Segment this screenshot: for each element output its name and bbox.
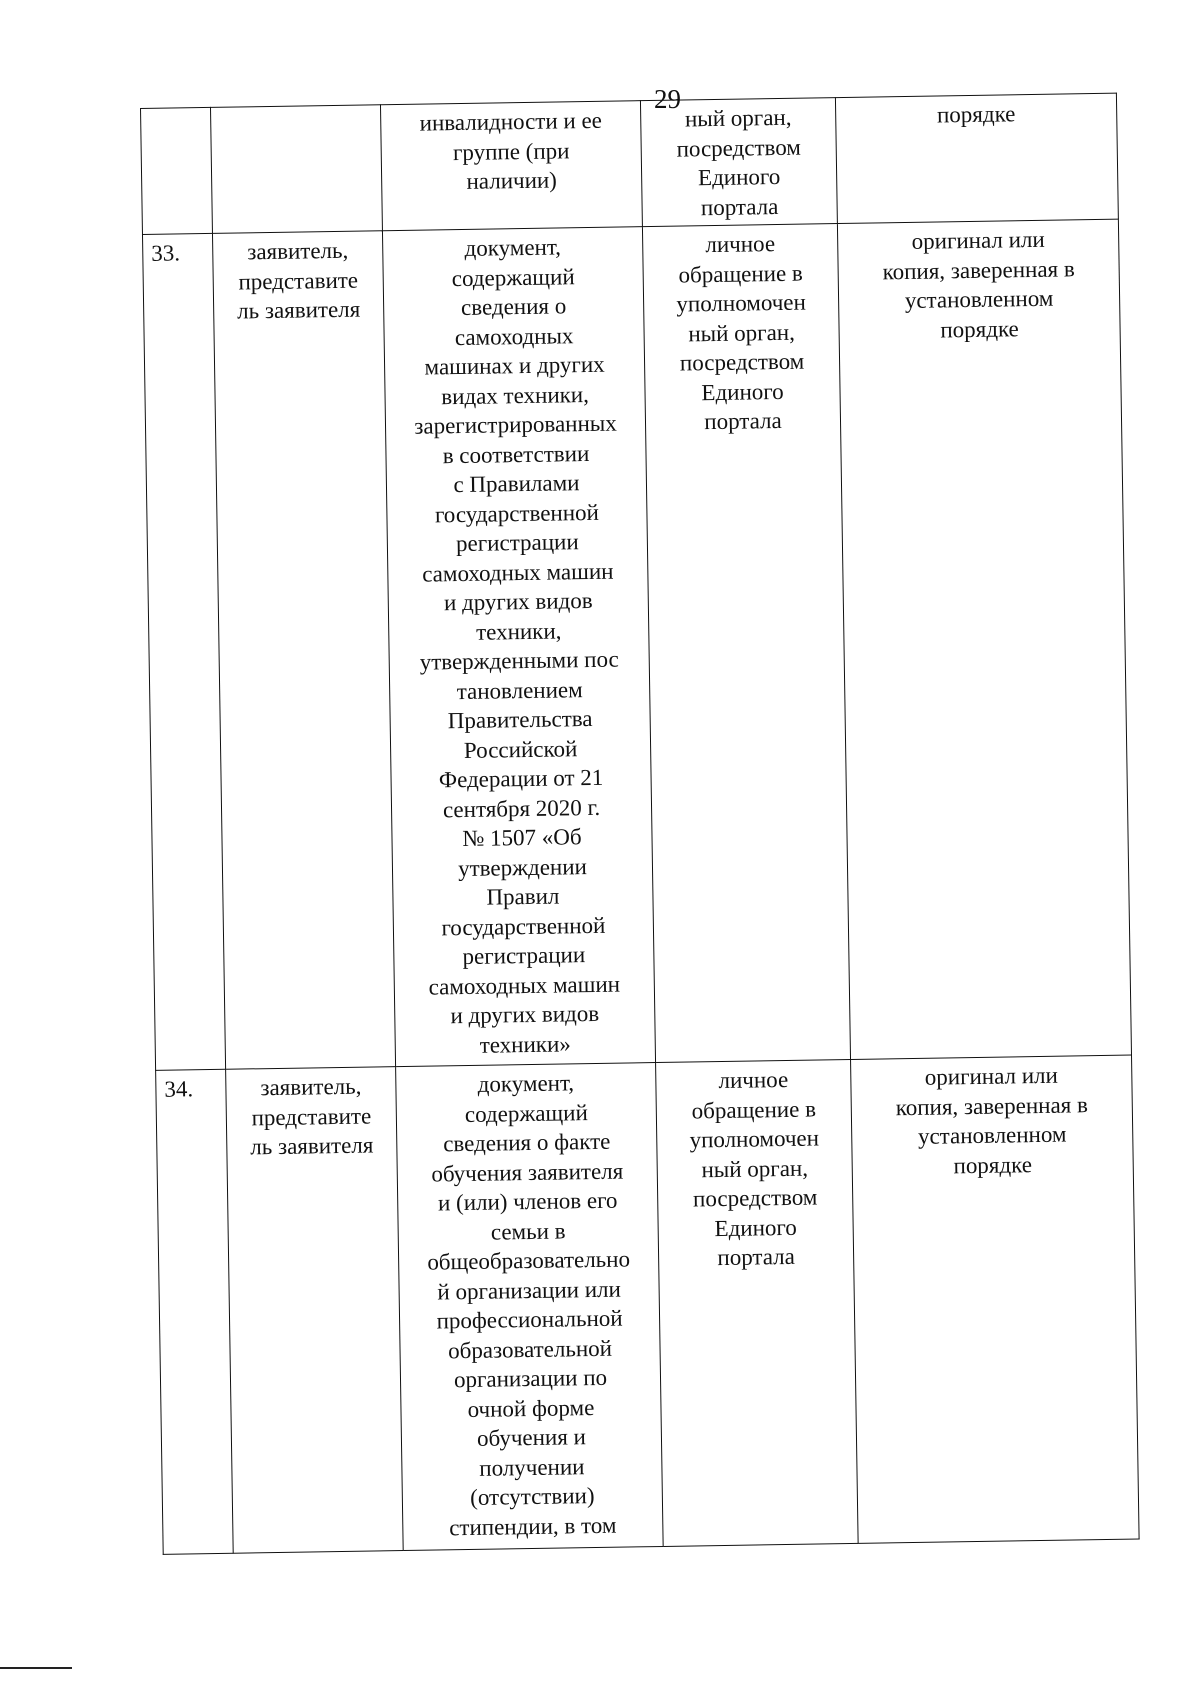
document-cell: инвалидности и ее группе (при наличии) bbox=[380, 101, 642, 231]
table-row bbox=[156, 1055, 1139, 1554]
submission-method-cell: ный орган, посредством Единого портала bbox=[640, 98, 837, 227]
submission-method-cell: личное обращение в уполномочен ный орган, посредством Единого портала bbox=[656, 1059, 859, 1546]
applicant-cell: заявитель, представите ль заявителя bbox=[226, 1067, 404, 1554]
document-form-cell: оригинал или копия, заверенная в установленном порядке bbox=[851, 1055, 1140, 1543]
scan-edge-line bbox=[0, 1667, 72, 1669]
row-number: 34. bbox=[156, 1069, 234, 1554]
page-number: 29 bbox=[654, 84, 681, 114]
submission-method-cell: личное обращение в уполномочен ный орган, посредством Единого портала bbox=[642, 224, 850, 1063]
row-number bbox=[141, 107, 213, 234]
document-cell: документ, содержащий сведения о факте обучения заявителя и (или) членов его семьи в общеобразовательно й организации или профессиональной образовательной организации по очной форме обучения и получении (отсутствии) стипендии, в том bbox=[396, 1063, 664, 1551]
document-table bbox=[140, 93, 1143, 1555]
row-number: 33. bbox=[142, 233, 225, 1070]
applicant-cell bbox=[210, 105, 382, 234]
table-row bbox=[141, 93, 1119, 234]
applicant-cell: заявитель, представите ль заявителя bbox=[212, 231, 395, 1070]
table-row bbox=[142, 219, 1131, 1070]
document-form-cell: оригинал или копия, заверенная в установленном порядке bbox=[837, 219, 1131, 1059]
document-cell: документ, содержащий сведения о самоходных машинах и других видах техники, зарегистрированных в соответствии с Правилами государственной регистрации самоходных машин и других видов техники, утвержденными пос тановлением Правительства Российской Федерации от 21 сентября 2020 г. № 1507 «Об утверждении Правил государственной регистрации самоходных машин и других видов техники» bbox=[382, 227, 655, 1067]
document-form-cell: порядке bbox=[835, 93, 1118, 223]
